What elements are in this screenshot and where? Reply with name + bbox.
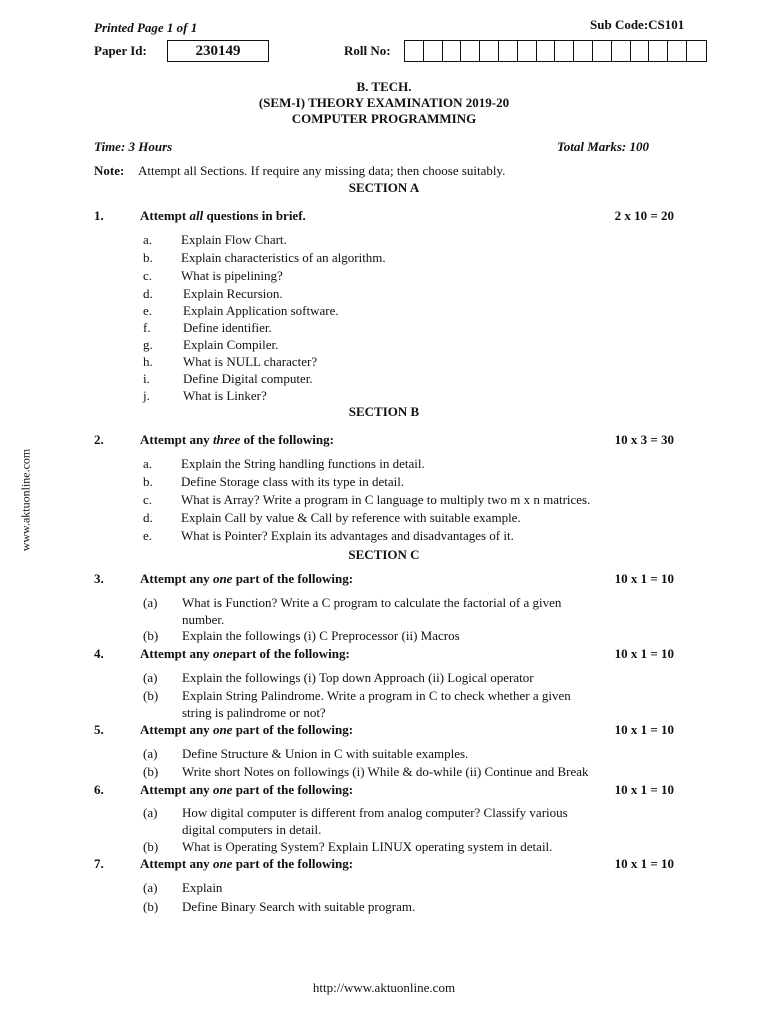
list-item-label: (a): [143, 595, 158, 610]
list-item-label: g.: [143, 337, 153, 352]
exam-title: (SEM-I) THEORY EXAMINATION 2019-20: [258, 95, 510, 110]
total-marks-label: Total Marks: 100: [557, 139, 649, 154]
roll-no-cell[interactable]: [555, 41, 574, 61]
list-item-label: h.: [143, 354, 153, 369]
question-text-post: part of the following:: [232, 571, 354, 586]
roll-no-label: Roll No:: [344, 43, 391, 58]
list-item-label: e.: [143, 528, 153, 543]
time-label: Time: 3 Hours: [94, 139, 173, 154]
question-marks: 10 x 1 = 10: [614, 646, 674, 661]
question-text: [140, 856, 353, 872]
list-item-text: Explain Recursion.: [183, 286, 283, 301]
degree-title: B. TECH.: [356, 79, 412, 94]
footer-url[interactable]: http://www.aktuonline.com: [312, 980, 456, 995]
paper-id-label: Paper Id:: [94, 43, 147, 58]
list-item-text: What is Pointer? Explain its advantages and disadvantages of it.: [181, 528, 514, 543]
question-1-number: 1.: [94, 208, 104, 223]
list-item-label: b.: [143, 474, 153, 489]
list-item-text: Explain Compiler.: [183, 337, 279, 352]
question-text-post: part of the following:: [232, 646, 350, 661]
list-item-text-continued: digital computers in detail.: [182, 822, 322, 837]
question-1-emphasis: all: [189, 208, 204, 223]
list-item-text: Explain String Palindrome. Write a program in C to check whether a given: [182, 688, 571, 703]
question-text-pre: Attempt any: [140, 722, 213, 737]
roll-no-cell[interactable]: [537, 41, 556, 61]
list-item-text: Define Structure & Union in C with suitable examples.: [182, 746, 469, 761]
note-text: Attempt all Sections. If require any missing data; then choose suitably.: [138, 163, 506, 178]
list-item-text: What is NULL character?: [183, 354, 318, 369]
question-2-number: 2.: [94, 432, 104, 447]
list-item-label: (b): [143, 899, 159, 914]
list-item-label: (b): [143, 839, 159, 854]
question-2-text: [140, 432, 334, 448]
paper-id-box: 230149: [167, 40, 269, 62]
question-text-pre: Attempt any: [140, 571, 213, 586]
printed-page-label: Printed Page 1 of 1: [94, 20, 198, 35]
section-b-title: SECTION B: [348, 404, 420, 419]
question-number: 7.: [94, 856, 104, 871]
list-item-label: i.: [143, 371, 150, 386]
list-item-text: Explain characteristics of an algorithm.: [181, 250, 386, 265]
question-text-em: one: [212, 571, 233, 586]
list-item-text: Define Binary Search with suitable program.: [182, 899, 416, 914]
roll-no-cell[interactable]: [518, 41, 537, 61]
roll-no-cell[interactable]: [593, 41, 612, 61]
question-text: [140, 782, 353, 798]
section-c-title: SECTION C: [348, 547, 420, 562]
list-item-text: Explain the followings (i) C Preprocessor (ii) Macros: [182, 628, 460, 643]
list-item-text: What is pipelining?: [181, 268, 283, 283]
question-1-pre: Attempt: [140, 208, 190, 223]
list-item-label: (b): [143, 688, 159, 703]
question-2-marks: 10 x 3 = 30: [614, 432, 674, 447]
question-text: [140, 571, 353, 587]
list-item-text: Explain the followings (i) Top down Approach (ii) Logical operator: [182, 670, 534, 685]
list-item-label: (a): [143, 670, 158, 685]
list-item-label: (a): [143, 805, 158, 820]
question-2-post: of the following:: [240, 432, 334, 447]
roll-no-cell[interactable]: [480, 41, 499, 61]
list-item-label: a.: [143, 232, 153, 247]
question-text-em: one: [212, 782, 233, 797]
roll-no-cell[interactable]: [405, 41, 424, 61]
question-number: 6.: [94, 782, 104, 797]
question-text: [140, 646, 350, 662]
list-item-label: (a): [143, 746, 158, 761]
roll-no-cell[interactable]: [499, 41, 518, 61]
question-text-em: one: [212, 856, 233, 871]
question-number: 5.: [94, 722, 104, 737]
roll-no-cell[interactable]: [687, 41, 706, 61]
question-text-post: part of the following:: [232, 722, 354, 737]
list-item-text: Explain: [182, 880, 223, 895]
question-text-post: part of the following:: [232, 856, 354, 871]
question-marks: 10 x 1 = 10: [614, 722, 674, 737]
question-marks: 10 x 1 = 10: [614, 571, 674, 586]
list-item-label: e.: [143, 303, 153, 318]
question-number: 4.: [94, 646, 104, 661]
roll-no-cell[interactable]: [668, 41, 687, 61]
roll-no-cell[interactable]: [612, 41, 631, 61]
list-item-label: d.: [143, 286, 153, 301]
list-item-text: Explain the String handling functions in detail.: [181, 456, 425, 471]
list-item-text: Explain Flow Chart.: [181, 232, 287, 247]
question-text-pre: Attempt any: [140, 646, 213, 661]
question-text-pre: Attempt any: [140, 782, 213, 797]
note-label: Note:: [94, 163, 125, 178]
roll-no-cell[interactable]: [443, 41, 462, 61]
list-item-label: (b): [143, 628, 159, 643]
list-item-label: b.: [143, 250, 153, 265]
roll-no-cell[interactable]: [649, 41, 668, 61]
list-item-text: What is Operating System? Explain LINUX operating system in detail.: [182, 839, 553, 854]
section-a-title: SECTION A: [348, 180, 420, 195]
question-text-em: one: [212, 646, 233, 661]
side-watermark: www.aktuonline.com: [18, 448, 33, 552]
list-item-text-continued: number.: [182, 612, 225, 627]
list-item-text: What is Function? Write a C program to calculate the factorial of a given: [182, 595, 562, 610]
question-marks: 10 x 1 = 10: [614, 782, 674, 797]
list-item-label: f.: [143, 320, 151, 335]
list-item-text: Define Storage class with its type in detail.: [181, 474, 405, 489]
list-item-text: Define Digital computer.: [183, 371, 313, 386]
question-number: 3.: [94, 571, 104, 586]
question-text-post: part of the following:: [232, 782, 354, 797]
list-item-text: Write short Notes on followings (i) While & do-while (ii) Continue and Break: [182, 764, 589, 779]
question-text-em: one: [212, 722, 233, 737]
roll-no-cell[interactable]: [574, 41, 593, 61]
roll-no-cell[interactable]: [424, 41, 443, 61]
question-marks: 10 x 1 = 10: [614, 856, 674, 871]
question-text: [140, 722, 353, 738]
question-2-emphasis: three: [212, 432, 241, 447]
list-item-label: c.: [143, 492, 153, 507]
question-text-pre: Attempt any: [140, 856, 213, 871]
list-item-text: What is Array? Write a program in C language to multiply two m x n matrices.: [181, 492, 591, 507]
list-item-label: (a): [143, 880, 158, 895]
list-item-text: What is Linker?: [183, 388, 267, 403]
roll-no-cell[interactable]: [461, 41, 480, 61]
list-item-text: Explain Application software.: [183, 303, 339, 318]
question-1-marks: 2 x 10 = 20: [614, 208, 674, 223]
list-item-text: Define identifier.: [183, 320, 272, 335]
roll-no-cell[interactable]: [631, 41, 650, 61]
sub-code: Sub Code:CS101: [590, 17, 685, 32]
list-item-label: c.: [143, 268, 153, 283]
list-item-label: a.: [143, 456, 153, 471]
list-item-text: Explain Call by value & Call by reference with suitable example.: [181, 510, 521, 525]
list-item-label: j.: [143, 388, 150, 403]
question-1-text: [140, 208, 306, 224]
list-item-label: d.: [143, 510, 153, 525]
roll-no-grid[interactable]: [404, 40, 707, 62]
question-2-pre: Attempt any: [140, 432, 213, 447]
list-item-text-continued: string is palindrome or not?: [182, 705, 326, 720]
list-item-label: (b): [143, 764, 159, 779]
question-1-post: questions in brief.: [203, 208, 306, 223]
list-item-text: How digital computer is different from analog computer? Classify various: [182, 805, 568, 820]
subject-title: COMPUTER PROGRAMMING: [291, 111, 477, 126]
